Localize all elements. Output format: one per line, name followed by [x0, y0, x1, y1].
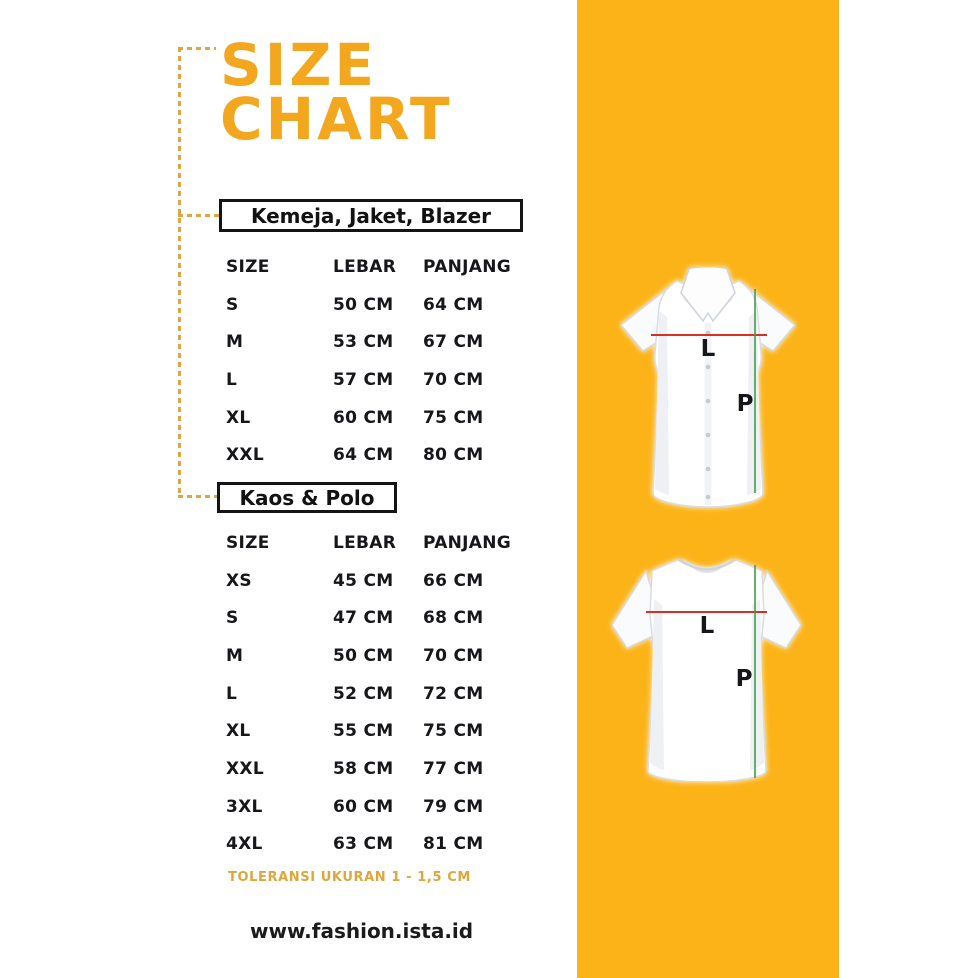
cell: 3XL	[226, 796, 263, 817]
title-line-1: SIZE	[220, 31, 378, 99]
table-row	[226, 826, 533, 864]
cell: 72 CM	[423, 683, 484, 704]
cell: M	[226, 645, 244, 666]
cell: 45 CM	[333, 570, 394, 591]
website-link[interactable]: www.fashion.ista.id	[250, 919, 474, 943]
tolerance-note: TOLERANSI UKURAN 1 - 1,5 CM	[228, 870, 471, 885]
cell: XXL	[226, 445, 264, 466]
section-header-kaos	[217, 482, 397, 513]
section-header-kemeja	[219, 199, 523, 232]
width-label: L	[700, 336, 716, 362]
cell: L	[226, 369, 238, 390]
dashed-connector-vertical	[178, 47, 181, 498]
cell: XXL	[226, 758, 264, 779]
cell: XL	[226, 721, 251, 742]
section-header-label: Kaos & Polo	[239, 485, 375, 510]
cell: 4XL	[226, 834, 263, 855]
cell: 47 CM	[333, 608, 394, 629]
kemeja-shirt-icon	[621, 267, 795, 507]
right-orange-panel	[577, 0, 839, 978]
cell: 75 CM	[423, 407, 484, 428]
cell: 77 CM	[423, 758, 484, 779]
kemeja-shirt-illustration	[615, 267, 801, 511]
tshirt-illustration	[610, 555, 803, 782]
cell: 64 CM	[423, 294, 484, 315]
table-row	[226, 712, 533, 750]
kemeja-size-table	[226, 248, 533, 474]
cell: 50 CM	[333, 645, 394, 666]
cell: 81 CM	[423, 834, 484, 855]
table-row	[226, 637, 533, 675]
table-row	[226, 788, 533, 826]
cell: 70 CM	[423, 645, 484, 666]
table-row	[226, 286, 533, 324]
dashed-connector-kemeja	[178, 214, 219, 217]
cell: 53 CM	[333, 332, 394, 353]
cell: S	[226, 608, 239, 629]
cell: 79 CM	[423, 796, 484, 817]
dashed-connector-top	[178, 47, 216, 50]
cell: 64 CM	[333, 445, 394, 466]
cell: 80 CM	[423, 445, 484, 466]
width-label: L	[699, 613, 715, 639]
table-row	[226, 750, 533, 788]
page-title	[220, 31, 453, 153]
cell: S	[226, 294, 239, 315]
table-row	[226, 675, 533, 713]
header-cell: PANJANG	[423, 532, 512, 553]
cell: 58 CM	[333, 758, 394, 779]
cell: 60 CM	[333, 407, 394, 428]
table-row	[226, 436, 533, 474]
section-header-label: Kemeja, Jaket, Blazer	[250, 203, 492, 228]
cell: M	[226, 332, 244, 353]
cell: 67 CM	[423, 332, 484, 353]
cell: 66 CM	[423, 570, 484, 591]
length-label: P	[736, 391, 754, 417]
table-row	[226, 323, 533, 361]
table-row	[226, 562, 533, 600]
cell: XS	[226, 570, 252, 591]
header-cell: SIZE	[226, 256, 270, 277]
title-line-2: CHART	[220, 85, 453, 153]
tshirt-icon	[612, 558, 801, 782]
cell: 70 CM	[423, 369, 484, 390]
table-header-row	[226, 524, 533, 562]
header-cell: LEBAR	[333, 532, 397, 553]
cell: XL	[226, 407, 251, 428]
header-cell: PANJANG	[423, 256, 512, 277]
cell: 52 CM	[333, 683, 394, 704]
cell: 57 CM	[333, 369, 394, 390]
cell: 55 CM	[333, 721, 394, 742]
cell: 60 CM	[333, 796, 394, 817]
dashed-connector-kaos	[178, 495, 217, 498]
table-row	[226, 599, 533, 637]
cell: 68 CM	[423, 608, 484, 629]
cell: 75 CM	[423, 721, 484, 742]
table-row	[226, 399, 533, 437]
cell: 63 CM	[333, 834, 394, 855]
cell: L	[226, 683, 238, 704]
cell: 50 CM	[333, 294, 394, 315]
table-header-row	[226, 248, 533, 286]
length-label: P	[735, 666, 753, 692]
header-cell: LEBAR	[333, 256, 397, 277]
table-row	[226, 361, 533, 399]
kaos-size-table	[226, 524, 533, 863]
header-cell: SIZE	[226, 532, 270, 553]
